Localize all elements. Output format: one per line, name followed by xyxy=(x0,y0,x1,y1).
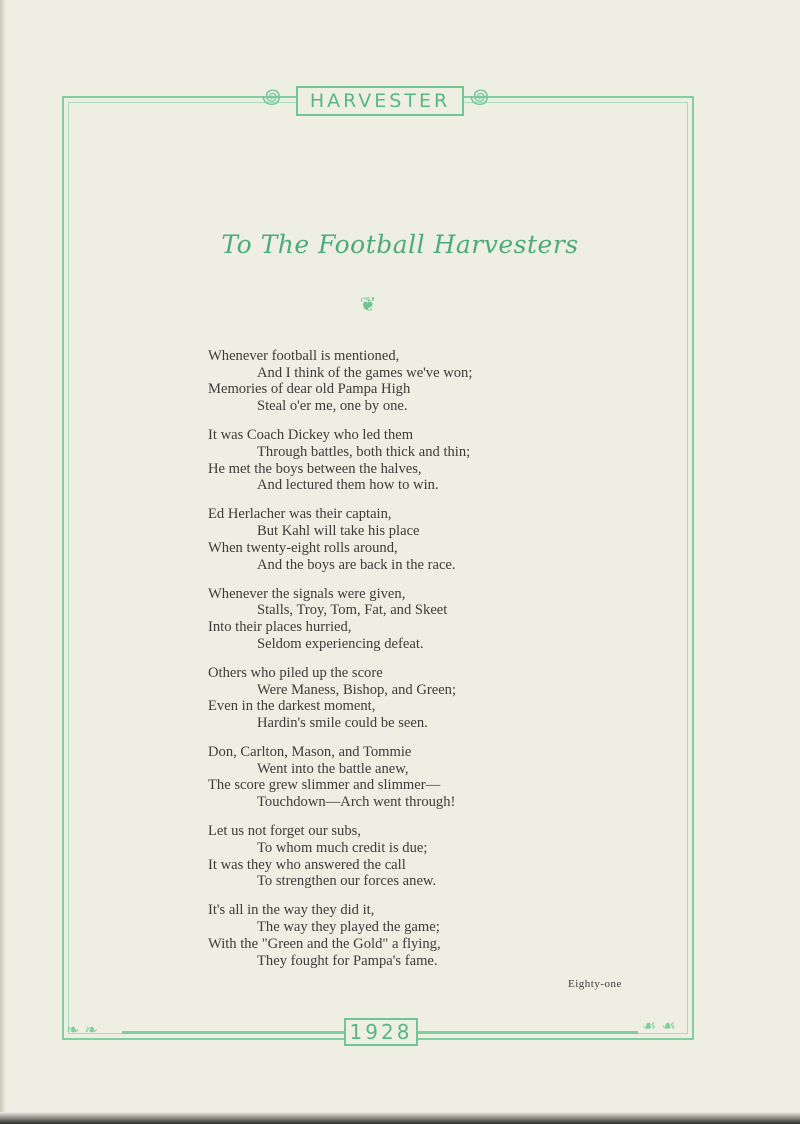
stanza xyxy=(208,665,588,732)
poem-line: Into their places hurried, xyxy=(208,619,352,636)
poem-line: Were Maness, Bishop, and Green; xyxy=(257,681,457,698)
poem-line: To whom much credit is due; xyxy=(257,839,428,856)
footer-rule-right xyxy=(418,1031,638,1034)
poem-line: Ed Herlacher was their captain, xyxy=(208,506,392,523)
poem-line: Through battles, both thick and thin; xyxy=(257,443,471,460)
poem-line: Whenever the signals were given, xyxy=(208,585,406,602)
poem-line: Memories of dear old Pampa High xyxy=(208,381,411,398)
corner-scroll-ornament-icon: ❧ ❧ xyxy=(66,1020,98,1039)
stanza xyxy=(208,902,588,969)
poem-body xyxy=(208,348,588,982)
poem-line: Seldom experiencing defeat. xyxy=(257,635,424,652)
poem-line: Steal o'er me, one by one. xyxy=(257,398,408,415)
footer-year: 1928 xyxy=(344,1018,418,1046)
poem-line: Went into the battle anew, xyxy=(257,760,409,777)
stanza xyxy=(208,823,588,890)
poem-line: Let us not forget our subs, xyxy=(208,823,361,840)
right-scroll-ornament-icon: ꩜ xyxy=(470,84,489,108)
poem-line: Touchdown—Arch went through! xyxy=(257,794,456,811)
poem-line: And lectured them how to win. xyxy=(257,477,439,494)
header-title: HARVESTER xyxy=(296,86,464,116)
poem-line: Hardin's smile could be seen. xyxy=(257,714,428,731)
poem-line: Others who piled up the score xyxy=(208,664,383,681)
page-edge-bottom xyxy=(0,1112,800,1124)
poem-line: It was Coach Dickey who led them xyxy=(208,427,414,444)
poem-line: And the boys are back in the race. xyxy=(257,556,456,573)
poem-line: With the "Green and the Gold" a flying, xyxy=(208,935,441,952)
page-number: Eighty-one xyxy=(568,978,622,990)
poem-line: And I think of the games we've won; xyxy=(257,364,473,381)
poem-line: It was they who answered the call xyxy=(208,856,406,873)
poem-line: The way they played the game; xyxy=(257,919,440,936)
poem-line: It's all in the way they did it, xyxy=(208,902,375,919)
poem-line: Even in the darkest moment, xyxy=(208,698,376,715)
poem-title: To The Football Harvesters xyxy=(221,230,579,259)
poem-line: They fought for Pampa's fame. xyxy=(257,952,438,969)
page-edge xyxy=(0,0,6,1124)
stanza xyxy=(208,506,588,573)
corner-scroll-ornament-icon: ☙ ☙ xyxy=(642,1016,676,1035)
poem-line: Don, Carlton, Mason, and Tommie xyxy=(208,744,412,761)
stanza xyxy=(208,427,588,494)
flourish-ornament-icon: ❦ xyxy=(359,292,377,316)
left-scroll-ornament-icon: ꩜ xyxy=(262,84,281,108)
stanza xyxy=(208,744,588,811)
stanza xyxy=(208,348,588,415)
poem-line: Whenever football is mentioned, xyxy=(208,348,400,364)
poem-line: Stalls, Troy, Tom, Fat, and Skeet xyxy=(257,602,448,619)
poem-line: To strengthen our forces anew. xyxy=(257,873,437,890)
poem-line: When twenty-eight rolls around, xyxy=(208,539,398,556)
poem-line: He met the boys between the halves, xyxy=(208,460,422,477)
stanza xyxy=(208,586,588,653)
footer-rule-left xyxy=(122,1031,344,1034)
poem-line: The score grew slimmer and slimmer— xyxy=(208,777,441,794)
poem-line: But Kahl will take his place xyxy=(257,523,420,540)
